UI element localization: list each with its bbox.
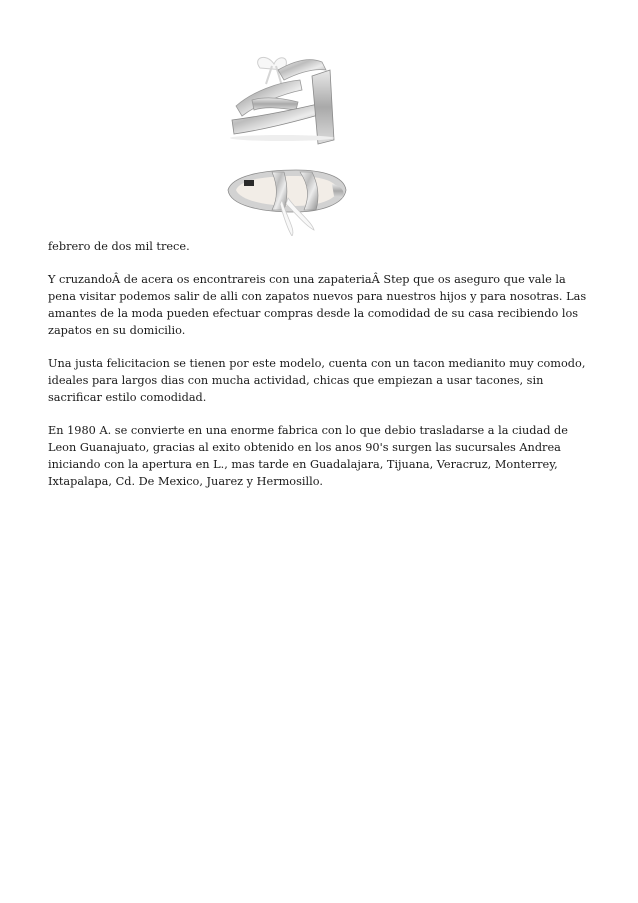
paragraph-historia: En 1980 A. se convierte en una enorme fabrica con lo que debio trasladarse a la ciudad de Leon Guanajuato, gracias al exito obtenido en los anos 90's surgen las sucursales Andrea iniciando con la apertura en L., mas tarde en Guadalajara, Tijuana, Veracruz, Monterrey, Ixtapalapa, Cd. De Mexico, Juarez y Hermosillo.	[48, 424, 568, 488]
paragraph-date: febrero de dos mil trece.	[48, 240, 190, 253]
shoe-side-view	[230, 57, 334, 144]
article-body	[48, 238, 596, 506]
paragraph-zapateria: Y cruzandoÂ de acera os encontrareis con una zapateriaÂ Step que os aseguro que vale la pena visitar podemos salir de alli con zapatos nuevos para nuestros hijos y para nosotras. Las amantes de la moda pueden efectuar compras desde la comodidad de su casa recibiendo los zapatos en su domicilio.	[48, 273, 587, 337]
shoe-top-view	[228, 170, 346, 236]
paragraph-felicitacion: Una justa felicitacion se tienen por este modelo, cuenta con un tacon medianito muy comodo, ideales para largos dias con mucha actividad, chicas que empiezan a usar tacones, sin sacrificar estilo comodidad.	[48, 357, 586, 404]
shoe-image	[222, 40, 352, 236]
